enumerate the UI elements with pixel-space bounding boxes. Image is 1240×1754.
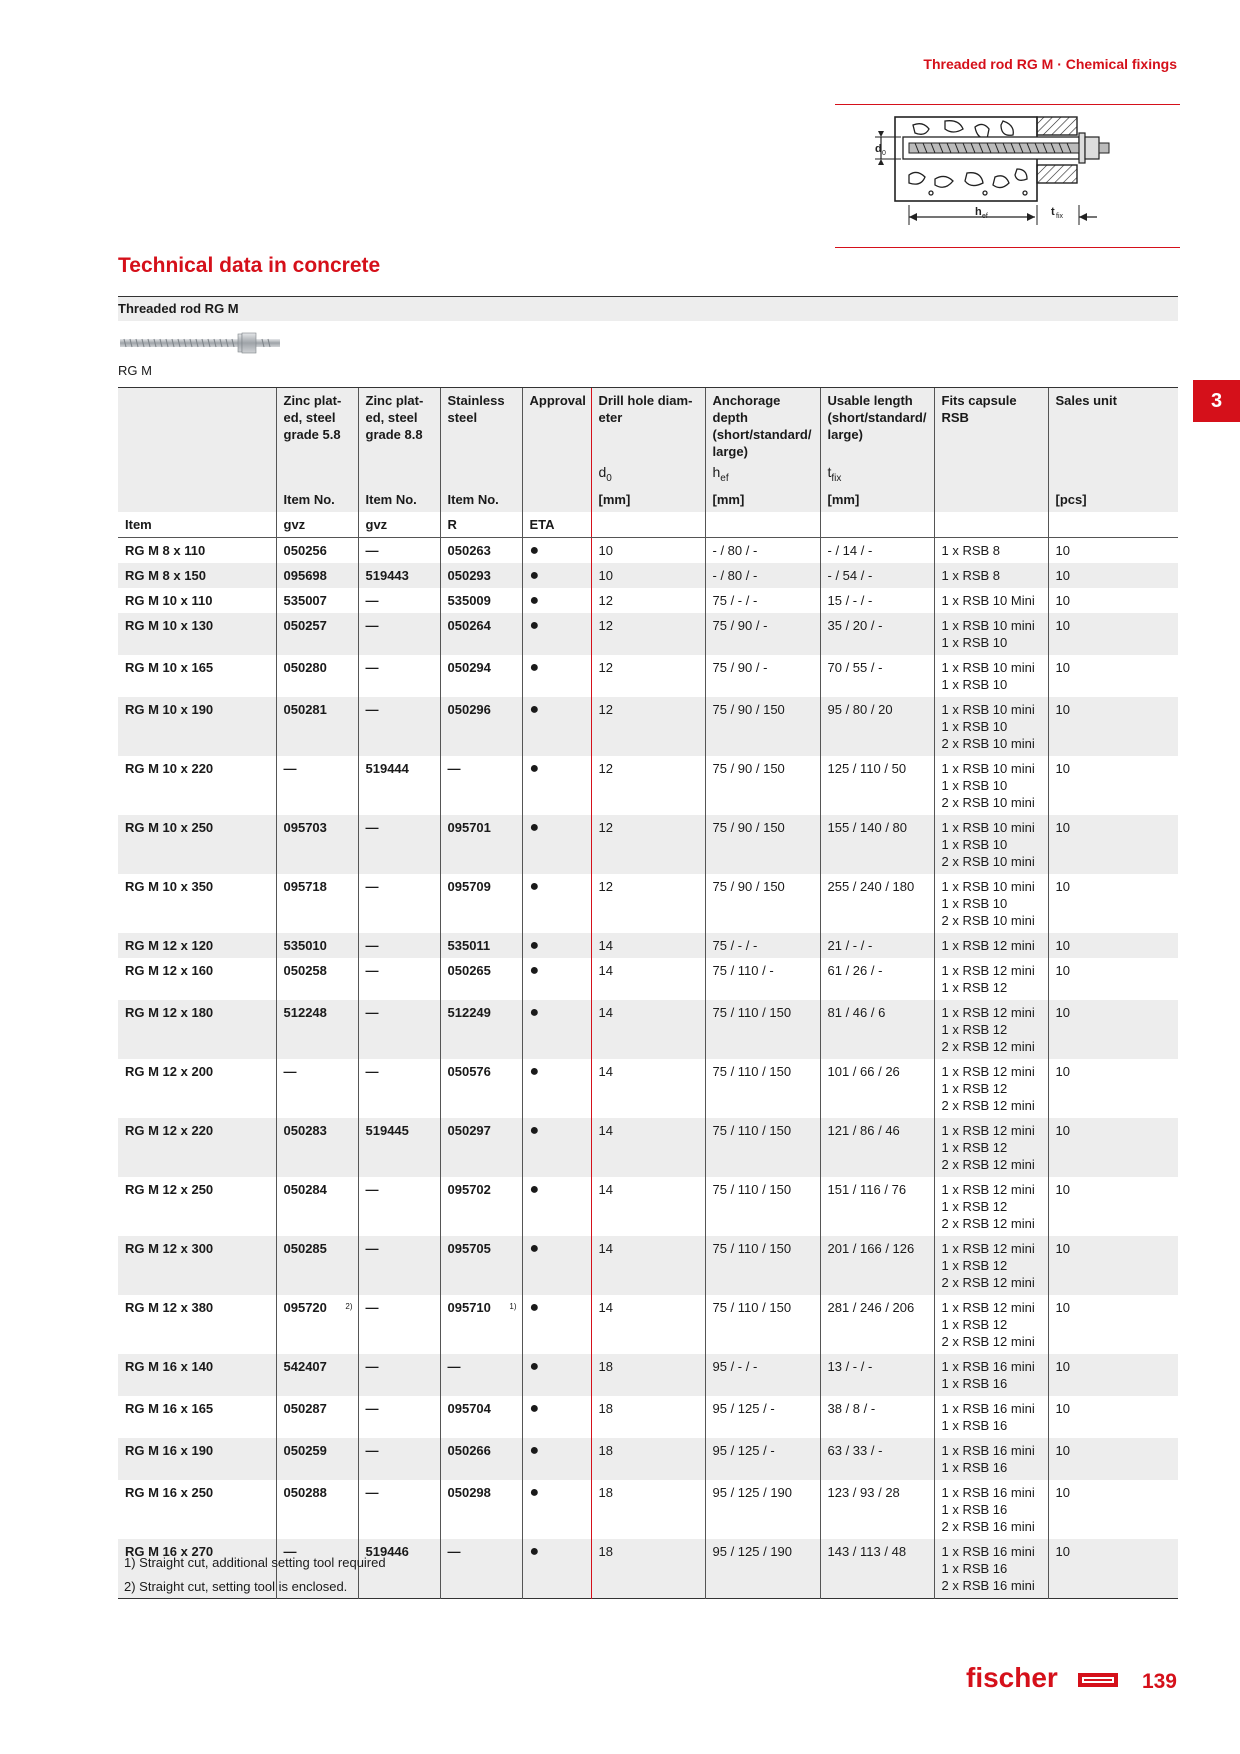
cell-zinc-58: —: [276, 1539, 358, 1599]
table-row: [118, 1396, 1178, 1438]
cell-fits-capsule: 1 x RSB 12 mini 1 x RSB 12 2 x RSB 12 mini: [934, 1000, 1048, 1059]
cell-stainless: 050298: [440, 1480, 522, 1539]
installation-diagram: [835, 104, 1180, 248]
cell-fits-capsule: 1 x RSB 16 mini 1 x RSB 16: [934, 1438, 1048, 1480]
unit-col2: Item No.: [358, 487, 440, 512]
cell-zinc-88: —: [358, 697, 440, 756]
cell-zinc-88: —: [358, 1177, 440, 1236]
cell-zinc-58: 050280: [276, 655, 358, 697]
cell-zinc-58: —: [276, 1059, 358, 1118]
cell-usable-length: - / 54 / -: [820, 563, 934, 588]
cell-usable-length: - / 14 / -: [820, 537, 934, 563]
unit-col9: [pcs]: [1048, 487, 1178, 512]
cell-anchorage-depth: - / 80 / -: [705, 537, 820, 563]
cell-drill-hole: 12: [591, 815, 705, 874]
table-row: [118, 933, 1178, 958]
cell-approval: ●: [522, 563, 591, 588]
symbol-d0: $d_0$: [591, 464, 705, 487]
table-row: [118, 697, 1178, 756]
cell-usable-length: 121 / 86 / 46: [820, 1118, 934, 1177]
cell-approval: ●: [522, 1438, 591, 1480]
table-subheader-row: [118, 512, 1178, 538]
cell-anchorage-depth: 75 / 90 / 150: [705, 874, 820, 933]
cell-zinc-58: 095698: [276, 563, 358, 588]
cell-sales-unit: 10: [1048, 815, 1178, 874]
cell-stainless: 535011: [440, 933, 522, 958]
cell-item: RG M 12 x 180: [118, 1000, 276, 1059]
cell-fits-capsule: 1 x RSB 12 mini 1 x RSB 12 2 x RSB 12 mini: [934, 1059, 1048, 1118]
cell-approval: ●: [522, 933, 591, 958]
cell-anchorage-depth: 95 / 125 / -: [705, 1438, 820, 1480]
cell-usable-length: 95 / 80 / 20: [820, 697, 934, 756]
cell-sales-unit: 10: [1048, 1000, 1178, 1059]
cell-anchorage-depth: 95 / 125 / 190: [705, 1480, 820, 1539]
cell-anchorage-depth: 75 / 110 / 150: [705, 1000, 820, 1059]
cell-zinc-88: —: [358, 588, 440, 613]
cell-stainless: 050293: [440, 563, 522, 588]
cell-zinc-88: 519446: [358, 1539, 440, 1599]
tfix-label: t: [1051, 206, 1055, 218]
cell-zinc-58: 050256: [276, 537, 358, 563]
cell-drill-hole: 18: [591, 1480, 705, 1539]
running-header: Threaded rod RG M · Chemical fixings: [923, 56, 1177, 72]
header-sales-unit: Sales unit: [1048, 388, 1178, 465]
cell-approval: ●: [522, 1396, 591, 1438]
cell-zinc-58: 095720 2): [276, 1295, 358, 1354]
cell-anchorage-depth: 75 / 90 / -: [705, 613, 820, 655]
cell-usable-length: 151 / 116 / 76: [820, 1177, 934, 1236]
cell-anchorage-depth: 95 / 125 / 190: [705, 1539, 820, 1599]
cell-item: RG M 12 x 250: [125, 1181, 214, 1197]
cell-zinc-88: —: [358, 1295, 440, 1354]
cell-drill-hole: 10: [591, 563, 705, 588]
cell-sales-unit: 10: [1048, 655, 1178, 697]
subheader-item: Item: [118, 512, 276, 538]
cell-zinc-58: 050281: [276, 697, 358, 756]
unit-col5: [mm]: [591, 487, 705, 512]
cell-usable-length: 123 / 93 / 28: [820, 1480, 934, 1539]
cell-sales-unit: 10: [1048, 563, 1178, 588]
header-usable-length: Usable length (short/standard/ large): [820, 388, 934, 465]
cell-drill-hole: 12: [591, 697, 705, 756]
cell-fits-capsule: 1 x RSB 8: [934, 563, 1048, 588]
cell-usable-length: 255 / 240 / 180: [820, 874, 934, 933]
cell-anchorage-depth: 75 / 110 / -: [705, 958, 820, 1000]
cell-drill-hole: 14: [591, 1236, 705, 1295]
cell-drill-hole: 12: [591, 756, 705, 815]
table-row: [118, 874, 1178, 933]
svg-text:fix: fix: [1056, 213, 1063, 220]
cell-item: RG M 12 x 120: [118, 933, 276, 958]
brand-wordmark: fischer: [966, 1663, 1058, 1693]
unit-col7: [mm]: [820, 487, 934, 512]
cell-fits-capsule: 1 x RSB 10 mini 1 x RSB 10: [934, 613, 1048, 655]
cell-approval: ●: [522, 1480, 591, 1539]
logo-mark-icon: [1078, 1673, 1118, 1687]
cell-sales-unit: 10: [1048, 1059, 1178, 1118]
product-bar: [118, 296, 1178, 321]
cell-stainless: —: [440, 756, 522, 815]
cell-sales-unit: 10: [1048, 1236, 1178, 1295]
cell-sales-unit: 10: [1048, 933, 1178, 958]
cell-fits-capsule: 1 x RSB 12 mini: [934, 933, 1048, 958]
cell-usable-length: 13 / - / -: [820, 1354, 934, 1396]
cell-item: RG M 10 x 165: [125, 659, 214, 675]
cell-zinc-58: 050257: [276, 613, 358, 655]
cell-stainless: 095704: [440, 1396, 522, 1438]
table-body: [118, 537, 1178, 1598]
cell-drill-hole: 12: [591, 655, 705, 697]
table-row: [118, 1480, 1178, 1539]
cell-stainless: 095709: [440, 874, 522, 933]
cell-item: RG M 16 x 270: [118, 1539, 276, 1599]
cell-fits-capsule: 1 x RSB 10 Mini: [934, 588, 1048, 613]
cell-approval: ●: [522, 874, 591, 933]
cell-approval: ●: [522, 697, 591, 756]
header-fits-capsule: Fits capsule RSB: [934, 388, 1048, 465]
cell-zinc-58: 050258: [276, 958, 358, 1000]
cell-zinc-88: 519445: [358, 1118, 440, 1177]
cell-zinc-58: 050288: [276, 1480, 358, 1539]
header-blank: [118, 388, 276, 465]
cell-zinc-58: 050259: [276, 1438, 358, 1480]
cell-item: RG M 12 x 160: [125, 962, 214, 978]
table-row: [118, 1177, 1178, 1236]
chapter-tab[interactable]: 3: [1193, 380, 1240, 422]
cell-zinc-58: 050287: [276, 1396, 358, 1438]
cell-stainless: 050263: [440, 537, 522, 563]
cell-zinc-58: 512248: [276, 1000, 358, 1059]
cell-usable-length: 35 / 20 / -: [820, 613, 934, 655]
table-row: [118, 655, 1178, 697]
cell-drill-hole: 12: [591, 588, 705, 613]
unit-col1: Item No.: [276, 487, 358, 512]
table-row: [118, 1236, 1178, 1295]
cell-approval: ●: [522, 815, 591, 874]
cell-fits-capsule: 1 x RSB 12 mini 1 x RSB 12 2 x RSB 12 mini: [934, 1118, 1048, 1177]
cell-stainless: 050294: [440, 655, 522, 697]
cell-approval: ●: [522, 1295, 591, 1354]
cell-zinc-88: —: [358, 958, 440, 1000]
table-row: [118, 815, 1178, 874]
hef-label: h: [975, 206, 982, 218]
cell-approval: ●: [522, 613, 591, 655]
cell-approval: ●: [522, 1236, 591, 1295]
table-row: [118, 1118, 1178, 1177]
cell-zinc-88: —: [358, 874, 440, 933]
cell-stainless: 050266: [440, 1438, 522, 1480]
cell-drill-hole: 10: [591, 537, 705, 563]
cell-sales-unit: 10: [1048, 1396, 1178, 1438]
cell-fits-capsule: 1 x RSB 10 mini 1 x RSB 10 2 x RSB 10 mini: [934, 697, 1048, 756]
cell-anchorage-depth: 75 / 90 / 150: [705, 756, 820, 815]
cell-zinc-88: —: [358, 613, 440, 655]
header-zinc-88: Zinc plat-ed, steel grade 8.8: [358, 388, 440, 465]
cell-sales-unit: 10: [1048, 1480, 1178, 1539]
cell-usable-length: 281 / 246 / 206: [820, 1295, 934, 1354]
cell-zinc-88: —: [358, 655, 440, 697]
cell-fits-capsule: 1 x RSB 16 mini 1 x RSB 16 2 x RSB 16 mini: [934, 1480, 1048, 1539]
cell-stainless: 095702: [440, 1177, 522, 1236]
cell-approval: ●: [522, 655, 591, 697]
cell-approval: ●: [522, 958, 591, 1000]
cell-drill-hole: 14: [591, 1118, 705, 1177]
footnote-mark: 1): [509, 1301, 517, 1311]
footnote-mark: 2): [345, 1301, 353, 1311]
cell-anchorage-depth: 95 / - / -: [705, 1354, 820, 1396]
cell-sales-unit: 10: [1048, 1354, 1178, 1396]
cell-zinc-88: —: [358, 1000, 440, 1059]
cell-sales-unit: 10: [1048, 958, 1178, 1000]
product-name: Threaded rod RG M: [118, 301, 239, 316]
threaded-rod-photo: [118, 330, 288, 356]
cell-zinc-88: —: [358, 1438, 440, 1480]
anchor-diagram-svg: [835, 105, 1180, 247]
table-unit-row: [118, 487, 1178, 512]
cell-stainless: 095701: [440, 815, 522, 874]
cell-sales-unit: 10: [1048, 874, 1178, 933]
header-approval: Approval: [522, 388, 591, 465]
cell-drill-hole: 18: [591, 1438, 705, 1480]
cell-zinc-58: 542407: [276, 1354, 358, 1396]
cell-sales-unit: 10: [1048, 1438, 1178, 1480]
cell-zinc-88: —: [358, 1480, 440, 1539]
cell-stainless: 050296: [440, 697, 522, 756]
cell-stainless: —: [440, 1354, 522, 1396]
cell-zinc-58: 050284: [276, 1177, 358, 1236]
cell-drill-hole: 14: [591, 958, 705, 1000]
cell-stainless: 095710 1): [440, 1295, 522, 1354]
table-row: [118, 1000, 1178, 1059]
cell-sales-unit: 10: [1048, 1118, 1178, 1177]
cell-zinc-88: —: [358, 1396, 440, 1438]
cell-sales-unit: 10: [1048, 1539, 1178, 1599]
cell-anchorage-depth: 75 / 90 / -: [705, 655, 820, 697]
cell-item: RG M 10 x 250: [118, 815, 276, 874]
cell-fits-capsule: 1 x RSB 12 mini 1 x RSB 12: [934, 958, 1048, 1000]
cell-approval: ●: [522, 588, 591, 613]
table-row: [118, 1295, 1178, 1354]
cell-sales-unit: 10: [1048, 697, 1178, 756]
cell-zinc-58: 535010: [276, 933, 358, 958]
footnote-1: 1) Straight cut, additional setting tool required: [124, 1555, 386, 1570]
cell-approval: ●: [522, 1000, 591, 1059]
cell-usable-length: 21 / - / -: [820, 933, 934, 958]
section-title: Technical data in concrete: [118, 254, 381, 277]
cell-sales-unit: 10: [1048, 588, 1178, 613]
cell-stainless: 050265: [440, 958, 522, 1000]
cell-zinc-88: —: [358, 933, 440, 958]
cell-usable-length: 70 / 55 / -: [820, 655, 934, 697]
cell-stainless: 095705: [440, 1236, 522, 1295]
table-symbol-row: [118, 464, 1178, 487]
table-row: [118, 563, 1178, 588]
cell-sales-unit: 10: [1048, 1295, 1178, 1354]
fischer-logo: [966, 1663, 1126, 1693]
table-row: [118, 588, 1178, 613]
cell-stainless: 535009: [440, 588, 522, 613]
cell-zinc-88: —: [358, 815, 440, 874]
symbol-hef: $h_{ef}$: [705, 464, 820, 487]
cell-zinc-88: 519443: [358, 563, 440, 588]
cell-anchorage-depth: 75 / 90 / 150: [705, 697, 820, 756]
header-anchorage-depth: Anchorage depth (short/standard/ large): [705, 388, 820, 465]
cell-approval: ●: [522, 1539, 591, 1599]
cell-zinc-58: 535007: [276, 588, 358, 613]
cell-approval: ●: [522, 1118, 591, 1177]
cell-usable-length: 38 / 8 / -: [820, 1396, 934, 1438]
cell-zinc-58: 050285: [276, 1236, 358, 1295]
subheader-r: R: [440, 512, 522, 538]
subheader-eta: ETA: [522, 512, 591, 538]
cell-item: RG M 12 x 380: [125, 1299, 214, 1315]
cell-zinc-88: —: [358, 537, 440, 563]
cell-usable-length: 155 / 140 / 80: [820, 815, 934, 874]
cell-fits-capsule: 1 x RSB 10 mini 1 x RSB 10: [934, 655, 1048, 697]
cell-approval: ●: [522, 1059, 591, 1118]
subheader-gvz-2: gvz: [358, 512, 440, 538]
cell-item: RG M 10 x 110: [125, 592, 213, 608]
cell-drill-hole: 12: [591, 874, 705, 933]
cell-drill-hole: 14: [591, 1000, 705, 1059]
cell-sales-unit: 10: [1048, 613, 1178, 655]
cell-usable-length: 143 / 113 / 48: [820, 1539, 934, 1599]
cell-approval: ●: [522, 1354, 591, 1396]
cell-anchorage-depth: 95 / 125 / -: [705, 1396, 820, 1438]
d0-label: d: [875, 143, 882, 155]
cell-usable-length: 101 / 66 / 26: [820, 1059, 934, 1118]
cell-usable-length: 201 / 166 / 126: [820, 1236, 934, 1295]
cell-item: RG M 8 x 150: [118, 563, 276, 588]
cell-stainless: 050264: [440, 613, 522, 655]
subheader-gvz-1: gvz: [276, 512, 358, 538]
cell-approval: ●: [522, 1177, 591, 1236]
cell-fits-capsule: 1 x RSB 16 mini 1 x RSB 16: [934, 1354, 1048, 1396]
cell-usable-length: 15 / - / -: [820, 588, 934, 613]
table-header-row: [118, 388, 1178, 465]
cell-drill-hole: 18: [591, 1539, 705, 1599]
cell-anchorage-depth: 75 / 110 / 150: [705, 1059, 820, 1118]
cell-stainless: 512249: [440, 1000, 522, 1059]
cell-zinc-58: —: [276, 756, 358, 815]
cell-stainless: 050576: [440, 1059, 522, 1118]
cell-zinc-58: 050283: [276, 1118, 358, 1177]
cell-sales-unit: 10: [1048, 537, 1178, 563]
cell-fits-capsule: 1 x RSB 10 mini 1 x RSB 10 2 x RSB 10 mini: [934, 756, 1048, 815]
cell-item: RG M 10 x 190: [118, 697, 276, 756]
table-row: [118, 1059, 1178, 1118]
cell-zinc-58: 095703: [276, 815, 358, 874]
cell-usable-length: 125 / 110 / 50: [820, 756, 934, 815]
cell-zinc-88: —: [358, 1236, 440, 1295]
cell-zinc-88: —: [358, 1059, 440, 1118]
cell-item: RG M 10 x 220: [125, 760, 214, 776]
cell-stainless: —: [440, 1539, 522, 1599]
cell-drill-hole: 14: [591, 933, 705, 958]
cell-sales-unit: 10: [1048, 1177, 1178, 1236]
cell-zinc-58: 095718: [276, 874, 358, 933]
cell-fits-capsule: 1 x RSB 8: [934, 537, 1048, 563]
header-zinc-58: Zinc plat-ed, steel grade 5.8: [276, 388, 358, 465]
cell-item: RG M 10 x 350: [125, 878, 214, 894]
cell-fits-capsule: 1 x RSB 12 mini 1 x RSB 12 2 x RSB 12 mini: [934, 1177, 1048, 1236]
cell-drill-hole: 14: [591, 1177, 705, 1236]
cell-usable-length: 61 / 26 / -: [820, 958, 934, 1000]
cell-item: RG M 16 x 190: [118, 1438, 276, 1480]
cell-fits-capsule: 1 x RSB 16 mini 1 x RSB 16: [934, 1396, 1048, 1438]
cell-item: RG M 8 x 110: [125, 542, 206, 558]
cell-anchorage-depth: 75 / 110 / 150: [705, 1295, 820, 1354]
svg-text:ef: ef: [982, 213, 988, 220]
cell-item: RG M 12 x 220: [118, 1118, 276, 1177]
cell-drill-hole: 18: [591, 1396, 705, 1438]
table-row: [118, 1354, 1178, 1396]
cell-fits-capsule: 1 x RSB 12 mini 1 x RSB 12 2 x RSB 12 mini: [934, 1236, 1048, 1295]
cell-anchorage-depth: 75 / 110 / 150: [705, 1118, 820, 1177]
cell-fits-capsule: 1 x RSB 10 mini 1 x RSB 10 2 x RSB 10 mini: [934, 874, 1048, 933]
cell-drill-hole: 14: [591, 1295, 705, 1354]
header-stainless: Stainless steel: [440, 388, 522, 465]
cell-stainless: 050297: [440, 1118, 522, 1177]
unit-col6: [mm]: [705, 487, 820, 512]
cell-item: RG M 16 x 250: [125, 1484, 214, 1500]
footnote-2: 2) Straight cut, setting tool is enclosed.: [124, 1579, 348, 1594]
table-row: [118, 537, 1178, 563]
symbol-tfix: $t_{fix}$: [820, 464, 934, 487]
table-row: [118, 958, 1178, 1000]
technical-data-table: [118, 387, 1178, 1599]
cell-zinc-88: 519444: [358, 756, 440, 815]
table-row: [118, 756, 1178, 815]
cell-drill-hole: 18: [591, 1354, 705, 1396]
cell-item: RG M 16 x 140: [118, 1354, 276, 1396]
cell-drill-hole: 14: [591, 1059, 705, 1118]
header-drill-hole: Drill hole diam-eter: [591, 388, 705, 465]
cell-item: RG M 12 x 200: [125, 1063, 214, 1079]
cell-fits-capsule: 1 x RSB 12 mini 1 x RSB 12 2 x RSB 12 mini: [934, 1295, 1048, 1354]
cell-approval: ●: [522, 537, 591, 563]
svg-text:0: 0: [882, 150, 886, 157]
cell-anchorage-depth: 75 / - / -: [705, 933, 820, 958]
product-caption: RG M: [118, 363, 152, 378]
cell-fits-capsule: 1 x RSB 10 mini 1 x RSB 10 2 x RSB 10 mini: [934, 815, 1048, 874]
cell-item: RG M 16 x 165: [125, 1400, 214, 1416]
cell-anchorage-depth: 75 / 110 / 150: [705, 1236, 820, 1295]
cell-anchorage-depth: 75 / - / -: [705, 588, 820, 613]
cell-item: RG M 12 x 300: [118, 1236, 276, 1295]
cell-usable-length: 63 / 33 / -: [820, 1438, 934, 1480]
cell-anchorage-depth: 75 / 90 / 150: [705, 815, 820, 874]
table-row: [118, 613, 1178, 655]
cell-anchorage-depth: 75 / 110 / 150: [705, 1177, 820, 1236]
cell-sales-unit: 10: [1048, 756, 1178, 815]
cell-drill-hole: 12: [591, 613, 705, 655]
page-number: 139: [1141, 1670, 1177, 1693]
cell-usable-length: 81 / 46 / 6: [820, 1000, 934, 1059]
cell-zinc-88: —: [358, 1354, 440, 1396]
cell-fits-capsule: 1 x RSB 16 mini 1 x RSB 16 2 x RSB 16 mini: [934, 1539, 1048, 1599]
table-row: [118, 1438, 1178, 1480]
cell-anchorage-depth: - / 80 / -: [705, 563, 820, 588]
cell-item: RG M 10 x 130: [118, 613, 276, 655]
unit-col3: Item No.: [440, 487, 522, 512]
cell-approval: ●: [522, 756, 591, 815]
